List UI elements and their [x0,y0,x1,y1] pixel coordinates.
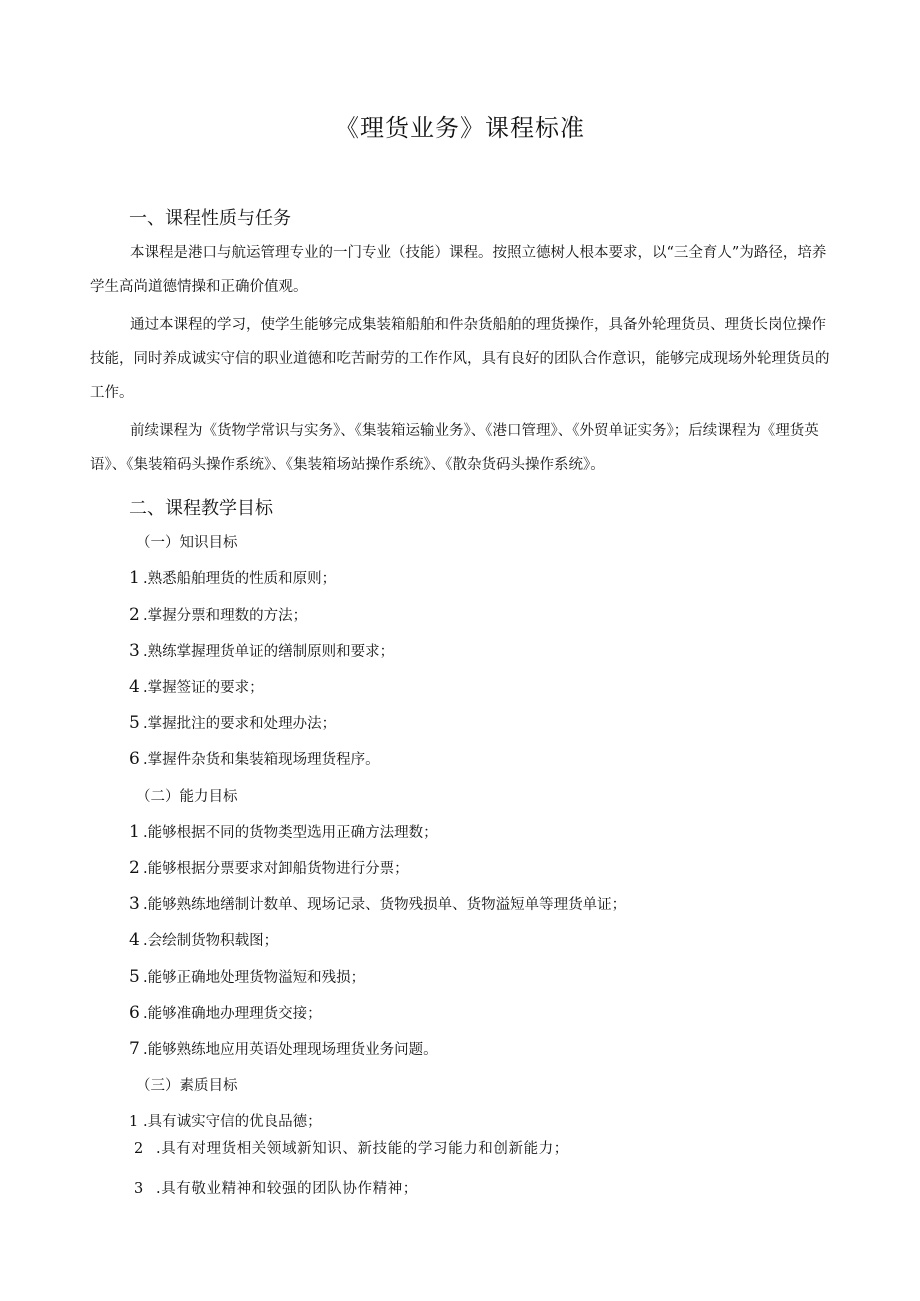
section-heading-nature-tasks: 一、课程性质与任务 [129,208,291,229]
quality-item [134,1137,569,1158]
ability-item [129,1038,438,1059]
item-number: 1 [129,1114,139,1130]
ability-item [129,929,278,950]
item-number: 5 [129,967,140,987]
item-number: 4 [129,930,140,950]
item-text: .会绘制货物积载图； [143,933,279,949]
knowledge-item [129,640,394,661]
ability-item [129,893,626,914]
item-number: 5 [129,713,140,733]
section-heading-teaching-objectives: 二、课程教学目标 [129,498,273,519]
knowledge-item [129,604,307,625]
item-text: .掌握批注的要求和处理办法； [143,716,337,732]
item-number: 3 [129,894,140,914]
knowledge-item [129,567,336,588]
ability-item [129,966,365,987]
item-number: 3 [129,641,140,661]
item-number: 1 [129,822,140,842]
item-text: .掌握签证的要求； [143,680,264,696]
item-number: 7 [129,1039,140,1059]
item-number: 6 [129,1003,140,1023]
item-text: .熟练掌握理货单证的缮制原则和要求； [143,644,395,660]
item-number: 2 [134,1141,144,1157]
quality-item [134,1177,418,1198]
subheading-ability-objectives: （二）能力目标 [136,789,238,805]
item-text: .掌握分票和理数的方法； [143,608,308,624]
item-text: .熟悉船舶理货的性质和原则； [143,571,337,587]
document-title: 《理货业务》课程标准 [335,114,585,142]
item-text: .能够准确地办理理货交接； [143,1006,322,1022]
ability-item [129,857,409,878]
ability-item [129,821,438,842]
item-number: 2 [129,858,140,878]
item-text: .能够熟练地应用英语处理现场理货业务问题。 [143,1042,438,1058]
item-text: .掌握件杂货和集装箱现场理货程序。 [143,752,380,768]
item-number: 1 [129,568,140,588]
knowledge-item [129,712,336,733]
knowledge-item [129,748,380,769]
paragraph-course-goals: 通过本课程的学习，使学生能够完成集装箱船舶和件杂货船舶的理货操作，具备外轮理货员、理货长岗位操作技能，同时养成诚实守信的职业道德和吃苦耐劳的工作作风，具有良好的团队合作意识，能够完成现场外轮理货员的工作。 [90,317,830,401]
item-text: .能够根据分票要求对卸船货物进行分票； [143,861,409,877]
subheading-quality-objectives: （三）素质目标 [136,1078,238,1094]
item-text: .具有诚实守信的优良品德； [143,1114,322,1130]
quality-item [129,1110,322,1131]
item-text: .具有对理货相关领域新知识、新技能的学习能力和创新能力； [156,1141,569,1157]
item-number: 3 [134,1181,144,1197]
item-number: 2 [129,605,140,625]
item-text: .能够熟练地缮制计数单、现场记录、货物残损单、货物溢短单等理货单证； [143,897,627,913]
subheading-knowledge-objectives: （一）知识目标 [136,535,238,551]
ability-item [129,1002,322,1023]
item-text: .具有敬业精神和较强的团队协作精神； [156,1181,418,1197]
paragraph-course-intro: 本课程是港口与航运管理专业的一门专业（技能）课程。按照立德树人根本要求，以“三全育人”为路径，培养学生高尚道德情操和正确价值观。 [90,245,827,295]
knowledge-item [129,676,264,697]
item-text: .能够正确地处理货物溢短和残损； [143,970,366,986]
item-number: 6 [129,749,140,769]
item-text: .能够根据不同的货物类型选用正确方法理数； [143,825,438,841]
item-number: 4 [129,677,140,697]
paragraph-related-courses: 前续课程为《货物学常识与实务》、《集装箱运输业务》、《港口管理》、《外贸单证实务》；后续课程为《理货英语》、《集装箱码头操作系统》、《集装箱场站操作系统》、《散杂货码头操作系统》。 [90,423,819,473]
